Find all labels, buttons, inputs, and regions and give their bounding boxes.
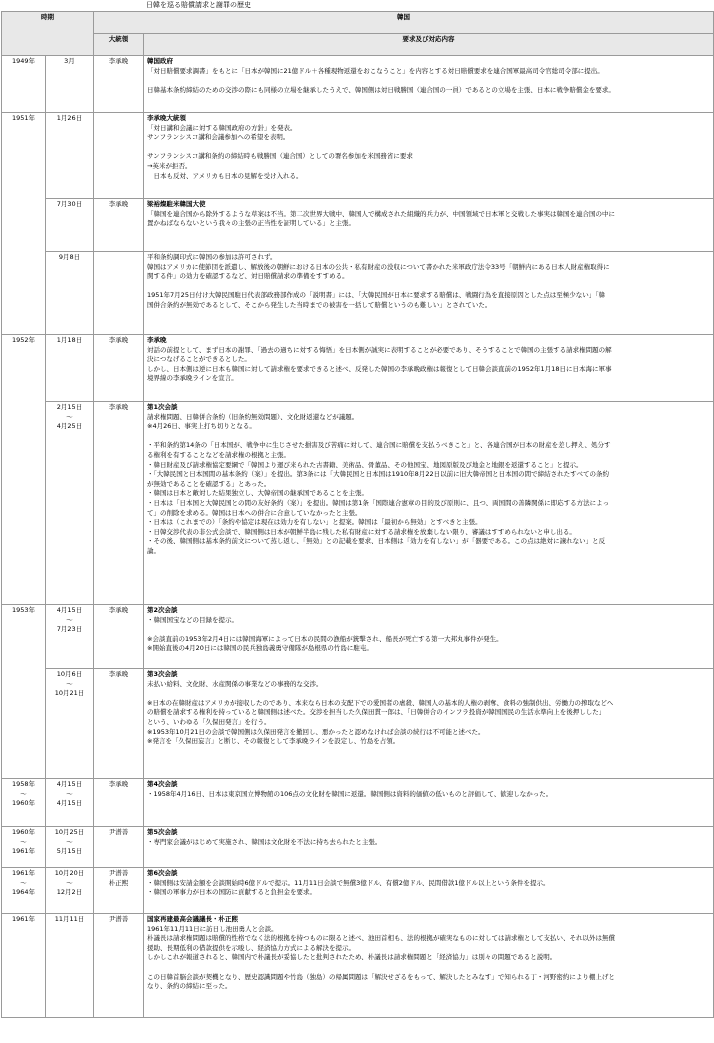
entry-line: 朴正熙 [108, 878, 129, 887]
entry-title: 李承晩大統領 [147, 114, 186, 122]
entry-line: 李承晩 [108, 403, 129, 411]
entry-line: ～ [66, 412, 73, 421]
header-demands: 要求及び対応内容 [144, 34, 714, 56]
date-cell [46, 335, 94, 402]
date-cell [46, 827, 94, 868]
entry-line: 未払い給料、文化財、水産関係の事業などの事務的な交渉。 [147, 679, 323, 688]
content-cell [144, 402, 714, 605]
entry-line: ～ [66, 615, 73, 624]
entry-title: 第5次会談 [147, 828, 178, 836]
entry-line: ※4月26日、事実上打ち切りとなる。 [147, 422, 256, 431]
entry-line: 李承晩 [108, 670, 129, 678]
entry-line: 対話の前提として、まず日本の謝罪、「過去の過ちに対する悔悟」を日本側が誠実に表明することが必要であり、そうすることで韓国の主張する請求権問題の解 [147, 345, 612, 354]
year-cell [2, 868, 46, 914]
content-cell [144, 669, 714, 779]
entry-line: 韓国はアメリカに使節団を派遣し、解放後の朝鮮における日本の公共・私有財産の没収について書かれた米軍政庁法令33号「朝鮮内にある日本人財産権取得に [147, 262, 610, 271]
entry-line: 李承晩 [108, 336, 129, 344]
entry-title: 李承晩 [147, 336, 167, 344]
entry-line: サンフランシスコ講和条約の締結時も戦勝国（連合国）としての署名参加を米国務省に要求 [147, 152, 413, 161]
date-cell [46, 605, 94, 669]
entry-line: ・韓国側は安請金額を会談開始時6億ドルで提示。11月11日会談で無償3億ドル、有償2億ドル、民間借款1億ドル以上という条件を提示。 [147, 878, 550, 887]
entry-line: 「対日講和会議に対する韓国政府の方針」を発表。 [147, 123, 297, 132]
entry-line: ～ [66, 878, 73, 887]
date-cell [46, 914, 94, 1018]
entry-line: 12月2日 [56, 888, 83, 897]
table-row [2, 779, 714, 827]
entry-line: 日韓基本条約締結のための交渉の際にも同様の立場を継承したうえで、韓国側は対日戦勝国（連合国の一員）であるとの立場を主張、日本に戦争賠償金を要求。 [147, 85, 615, 94]
entry-title: 第2次会談 [147, 606, 178, 614]
header-country: 韓国 [94, 12, 714, 34]
date-cell [46, 669, 94, 779]
date-cell [46, 56, 94, 113]
entry-line: ～ [20, 837, 27, 846]
entry-line: ※1953年10月21日の会談で韓国側は久保田発言を撤回し、悪かったと認めなければ会談の続行は不可能と述べた。 [147, 727, 485, 736]
entry-line: ※開始直後の4月20日には韓国の民兵独島義勇守備隊が島根県の竹島に駐屯。 [147, 644, 373, 653]
date-cell [46, 113, 94, 199]
entry-line: 1953年 [11, 606, 36, 614]
entry-line [147, 282, 710, 292]
content-cell [144, 252, 714, 335]
entry-line: 4月15日 [56, 799, 83, 808]
entry-line: ・韓日財産及び請求権協定要綱で「韓国より運び来られた古書籍、美術品、骨董品、その他国宝、地図原版及び地金と地銀を返還すること」と提示。 [147, 460, 583, 469]
entry-line: 10月20日 [54, 869, 85, 877]
content-cell [144, 113, 714, 199]
table-row [2, 868, 714, 914]
entry-line: ～ [20, 878, 27, 887]
entry-line: 9月8日 [58, 253, 81, 261]
entry-line: 11月11日 [54, 915, 85, 923]
entry-line: 尹潽善 [108, 869, 129, 877]
entry-title: 第3次会談 [147, 670, 178, 678]
entry-title: 韓国政府 [147, 57, 173, 65]
entry-line: 境界線の李承晩ラインを宣言。 [147, 374, 238, 383]
entry-line: ※日本の在韓財産はアメリカが接収したのであり、本来なら日本の支配下での愛国者の虐殺、韓国人の基本的人権の剥奪、食料の強制供出、労働力の搾取などへ [147, 698, 614, 707]
entry-line: 4月15日 [56, 606, 83, 614]
table-row [2, 56, 714, 113]
entry-line: 決につなげることができるとした。 [147, 355, 251, 364]
entry-line: しかしこれが報道されると、韓国内で朴議長が妥協したと批判されたため、朴議長は請求権問題と「経済協力」は別々の問題であると説明。 [147, 953, 557, 962]
entry-line: 李承晩 [108, 606, 129, 614]
year-cell [2, 827, 46, 868]
entry-line: 国併合条約が無効であるとして、そこから発生した当時までの被害を一括して賠償というのも難しい」とされていた。 [147, 300, 492, 309]
entry-line: ～ [20, 789, 27, 798]
president-cell [94, 402, 144, 605]
entry-line: ～ [66, 837, 73, 846]
year-cell [2, 779, 46, 827]
entry-line: なり、条約の締結に至った。 [147, 982, 232, 991]
entry-line: この日韓首脳会談が契機となり、歴史認識問題や竹島（独島）の帰属問題は「解決せざるをもって、解決したとみなす」で知られる丁・河野密約により棚上げと [147, 972, 615, 981]
entry-line: 7月23日 [56, 625, 83, 634]
content-cell [144, 335, 714, 402]
entry-line: 1月18日 [56, 336, 83, 344]
header-president: 大統領 [94, 34, 144, 56]
table-row [2, 669, 714, 779]
entry-line: ・韓国は日本と敵対した結果独立し、大韓帝国の継承国であることを主張。 [147, 489, 368, 498]
president-cell [94, 335, 144, 402]
table-row [2, 827, 714, 868]
entry-title: 梁裕燦駐米韓国大使 [147, 200, 206, 208]
entry-line: ～ [66, 679, 73, 688]
entry-line: 「韓国を連合国から除外するような草案は不当。第二次世界大戦中、韓国人で構成された組織的兵力が、中国領域で日本軍と交戦した事実は韓国を連合国の中に [147, 209, 615, 218]
president-cell [94, 252, 144, 335]
entry-line: 論。 [147, 546, 160, 555]
entry-line: 李承晩 [108, 200, 129, 208]
entry-line: →英米が拒否。 [147, 161, 192, 170]
content-cell [144, 56, 714, 113]
entry-line: ・「大韓民国と日本国間の基本条約（案）」を提出。第3条には「大韓民国と日本国は1910年8月22日以前に旧大韓帝国と日本国の間で締結されたすべての条約 [147, 470, 609, 479]
entry-line [147, 963, 710, 973]
president-cell [94, 914, 144, 1018]
entry-line: ・平和条約第14条の「日本国が、戦争中に生じさせた損害及び苦痛に対して、連合国に賠償を支払うべきこと」と、各連合国が日本の財産を差し押え、処分す [147, 441, 611, 450]
content-cell [144, 868, 714, 914]
entry-line: て」の削除を求める。韓国は日本への併合に合意していなかったと主張。 [147, 508, 362, 517]
entry-line: ・韓国国宝などの目録を提示。 [147, 615, 238, 624]
president-cell [94, 669, 144, 779]
content-cell [144, 914, 714, 1018]
entry-line: 李承晩 [108, 57, 129, 65]
table-row [2, 605, 714, 669]
entry-line: 1961年 [11, 869, 36, 877]
entry-line: 1964年 [11, 888, 36, 897]
entry-line: 7月30日 [56, 200, 83, 208]
entry-line: 李承晩 [108, 780, 129, 788]
entry-line: ※会談直前の1953年2月4日には韓国海軍によって日本の民間の漁船が銃撃され、船長が死亡する第一大邦丸事件が発生。 [147, 634, 503, 643]
entry-title: 国家再建最高会議議長・朴正熙 [147, 915, 238, 923]
entry-line: ・日韓交渉代表の非公式会談で、韓国側は日本が朝鮮半島に残した私有財産に対する請求権を放棄しない限り、審議はすすめられないと申し出る。 [147, 527, 576, 536]
entry-line: 4月25日 [56, 422, 83, 431]
table-row [2, 335, 714, 402]
table-row [2, 252, 714, 335]
entry-line: サンフランシスコ講和会議参加への希望を表明。 [147, 133, 290, 142]
content-cell [144, 827, 714, 868]
year-cell [2, 914, 46, 1018]
entry-line: 日本も反対、アメリカも日本の見解を受け入れる。 [147, 171, 303, 180]
entry-line: ・日本は（これまでの）「条約や協定は現在は効力を有しない」と提案。韓国は「最初から無効」とすべきと主張。 [147, 518, 482, 527]
entry-line: 朴議長は請求権問題は賠償的性格でなく法的根拠を持つものに限ると述べ、池田首相も、法的根拠が確実なものに対しては請求権として支払い、それ以外は無償 [147, 934, 615, 943]
entry-line: ・その後、韓国側は基本条約前文について蒸し返し、「無効」との記載を要求、日本側は「効力を有しない」が「器要である。この点は絶対に譲れない」と反 [147, 537, 606, 546]
entry-title: 第4次会談 [147, 780, 178, 788]
year-cell [2, 113, 46, 335]
entry-line: 1949年 [11, 57, 36, 65]
president-cell [94, 113, 144, 199]
president-cell [94, 605, 144, 669]
entry-line: 「対日賠償要求調書」をもとに「日本が韓国に21億ドル＋各種現物返還をおこなうこと」を内容とする対日賠償要求を連合国軍最高司令官総司令部に提出。 [147, 66, 604, 75]
entry-line [147, 143, 710, 153]
entry-title: 第6次会談 [147, 869, 178, 877]
entry-line: ・1958年4月16日、日本は東京国立博物館の106点の文化財を韓国に返還。韓国側は資料的価値の低いものと評価して、歓迎しなかった。 [147, 789, 553, 798]
entry-line: の賠償を請求する権利を持っていると韓国側は述べた。交渉を担当した久保田貫一郎は、「日韓併合のインフラ投資が韓国国民の生活水準向上を後押しした」 [147, 708, 606, 717]
entry-line [147, 689, 710, 699]
entry-line [147, 432, 710, 442]
table-row [2, 914, 714, 1018]
entry-line: 請求権問題、日韓併合条約（旧条約無効問題）、文化財返還などが議題。 [147, 412, 359, 421]
entry-line: 1951年7月25日付け大韓民国駐日代表部政務部作成の「説明書」には、「大韓民国が日本に要求する賠償は、戦闘行為を直接原因とした点は至極少ない」「韓 [147, 291, 605, 300]
entry-line: ～ [66, 789, 73, 798]
entry-line: が無効であることを確認する」とあった。 [147, 479, 271, 488]
entry-line: 5月15日 [56, 847, 83, 856]
content-cell [144, 605, 714, 669]
entry-line: ・日本は「日本国と大韓民国との間の友好条約（案）」を提出。韓国は第1条「国際連合憲章の目的及び原則に、且つ、両国間の善隣関係に即応する方法によっ [147, 498, 610, 507]
entry-line: 1951年 [11, 114, 36, 122]
content-cell [144, 779, 714, 827]
entry-title: 第1次会談 [147, 403, 178, 411]
year-cell [2, 605, 46, 779]
entry-line: 4月15日 [56, 780, 83, 788]
entry-line: ・韓国の軍事力が日本の国防に貢献すると負担金を要求。 [147, 888, 316, 897]
entry-line: 1960年 [11, 828, 36, 836]
date-cell [46, 252, 94, 335]
history-table [1, 11, 714, 1018]
entry-line [147, 625, 710, 635]
entry-line: という、いわゆる「久保田発言」を行う。 [147, 717, 271, 726]
year-cell [2, 56, 46, 113]
entry-line: 尹潽善 [108, 828, 129, 836]
president-cell [94, 779, 144, 827]
date-cell [46, 199, 94, 252]
header-period: 時期 [2, 12, 94, 56]
date-cell [46, 868, 94, 914]
entry-line [147, 76, 710, 86]
year-cell [2, 335, 46, 605]
entry-line: る権利を有することなどを請求権の根拠と主張。 [147, 450, 290, 459]
entry-line: ※発言を「久保田妄言」と断じ、その報復として李承晩ラインを設定し、竹島を占領。 [147, 737, 400, 746]
entry-line: 関する件」の効力を確認するなど、対日賠償請求の準備をすすめる。 [147, 272, 349, 281]
entry-line: 10月6日 [56, 670, 83, 678]
table-row [2, 199, 714, 252]
entry-line: 2月15日 [56, 403, 83, 411]
date-cell [46, 402, 94, 605]
entry-line: 平和条約調印式に韓国の参加は許可されず。 [147, 253, 277, 261]
entry-line: ・専門家会議がはじめて実施され、韓国は文化財を不法に持ち去られたと主張。 [147, 837, 382, 846]
date-cell [46, 779, 94, 827]
entry-line: 10月25日 [54, 828, 85, 836]
entry-line: 1961年11月11日に訪日し池田勇人と会談。 [147, 924, 278, 933]
entry-line: しかし、日本側は逆に日本も韓国に対して請求権を要求できると述べ、反発した韓国の李承晩政権は報復として日韓会談直前の1952年1月18日に日本海に軍事 [147, 364, 612, 373]
table-row [2, 113, 714, 199]
entry-line: 10月21日 [54, 689, 85, 698]
entry-line: 1961年 [11, 915, 36, 923]
content-cell [144, 199, 714, 252]
entry-line: 1961年 [11, 847, 36, 856]
entry-line: 置かねばならないという我々の主張の正当性を証明している」と主張。 [147, 219, 355, 228]
president-cell [94, 199, 144, 252]
page-caption: 日韓を巡る賠償請求と謝罪の歴史 [146, 1, 251, 9]
entry-line: 1958年 [11, 780, 36, 788]
president-cell [94, 827, 144, 868]
entry-line: 尹潽善 [108, 915, 129, 923]
president-cell [94, 868, 144, 914]
entry-line: 援助、長期低利の借款提供を示唆し、経済協力方式による解決を提示。 [147, 943, 355, 952]
entry-line: 1952年 [11, 336, 36, 344]
president-cell [94, 56, 144, 113]
table-row [2, 402, 714, 605]
entry-line: 1960年 [11, 799, 36, 808]
entry-line: 3月 [64, 57, 75, 65]
entry-line: 1月26日 [56, 114, 83, 122]
